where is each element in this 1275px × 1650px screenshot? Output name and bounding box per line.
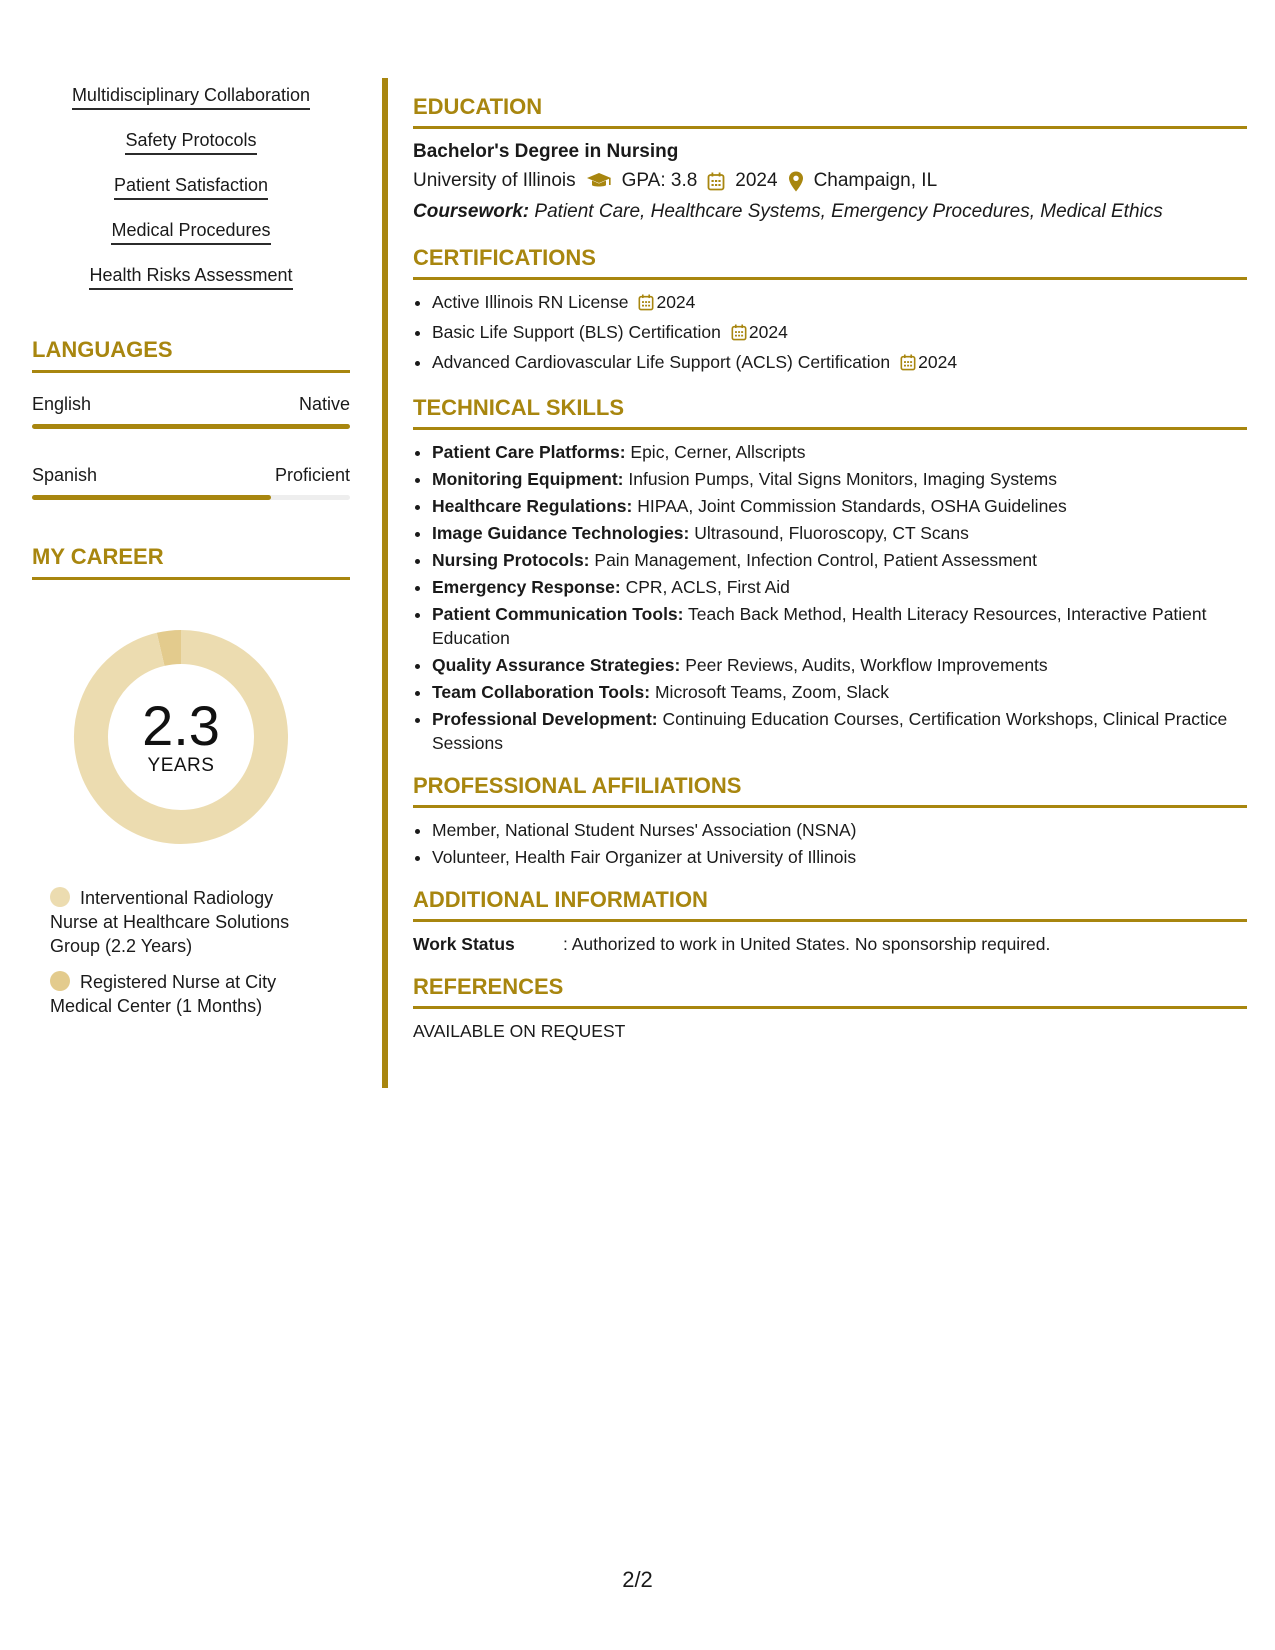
skill-category: Emergency Response: — [432, 577, 621, 597]
languages-list — [32, 393, 350, 500]
certification-year: 2024 — [656, 292, 696, 312]
language-bar-fill — [32, 424, 350, 429]
skill-category: Nursing Protocols: — [432, 550, 590, 570]
skill-values: CPR, ACLS, First Aid — [625, 577, 790, 597]
technical-skill-item — [432, 440, 1247, 464]
career-legend-item — [50, 970, 310, 1018]
certifications-heading: CERTIFICATIONS — [413, 245, 1247, 280]
career-donut — [66, 622, 296, 852]
technical-skill-item — [432, 653, 1247, 677]
work-status-label: Work Status — [413, 934, 515, 954]
skill-values: Pain Management, Infection Control, Patient Assessment — [594, 550, 1037, 570]
affiliations-list — [413, 818, 1247, 869]
certification-name: Basic Life Support (BLS) Certification — [432, 322, 721, 342]
certification-name: Advanced Cardiovascular Life Support (ACLS) Certification — [432, 352, 891, 372]
references-text: AVAILABLE ON REQUEST — [413, 1021, 626, 1041]
skill-category: Image Guidance Technologies: — [432, 523, 690, 543]
references-heading: REFERENCES — [413, 974, 1247, 1009]
certification-item — [432, 290, 1247, 317]
skill-category: Professional Development: — [432, 709, 658, 729]
certification-item — [432, 350, 1247, 377]
location-pin-icon — [788, 171, 804, 192]
language-bar-fill — [32, 495, 271, 500]
education-meta — [413, 165, 1247, 197]
additional-info-heading: ADDITIONAL INFORMATION — [413, 887, 1247, 922]
calendar-icon — [638, 293, 654, 317]
technical-skill-item — [432, 467, 1247, 491]
skill-values: Epic, Cerner, Allscripts — [630, 442, 806, 462]
calendar-icon — [731, 323, 747, 347]
technical-skills-heading: TECHNICAL SKILLS — [413, 395, 1247, 430]
page-number: 2/2 — [622, 1567, 653, 1592]
language-item — [32, 393, 350, 429]
technical-skill-item — [432, 548, 1247, 572]
skill-values: HIPAA, Joint Commission Standards, OSHA Guidelines — [637, 496, 1067, 516]
skill-tag: Multidisciplinary Collaboration — [72, 84, 310, 110]
career-legend-label: Registered Nurse at City Medical Center (1 Months) — [50, 972, 277, 1016]
certifications-section — [413, 245, 1247, 377]
education-heading: EDUCATION — [413, 94, 1247, 129]
career-total — [66, 622, 296, 852]
affiliation-item: • Member, National Student Nurses' Association (NSNA) — [432, 818, 1247, 842]
skill-category: Patient Care Platforms: — [432, 442, 626, 462]
affiliations-section — [413, 773, 1247, 869]
education-section — [413, 94, 1247, 227]
school-location: Champaign, IL — [813, 170, 938, 191]
language-level: Native — [298, 394, 350, 414]
skill-values: Continuing Education Courses, Certification Workshops, Clinical Practice Sessions — [432, 709, 1228, 753]
skill-values: Teach Back Method, Health Literacy Resources, Interactive Patient Education — [432, 604, 1207, 648]
skill-values: Ultrasound, Fluoroscopy, CT Scans — [694, 523, 969, 543]
skill-category: Healthcare Regulations: — [432, 496, 633, 516]
technical-skill-item — [432, 680, 1247, 704]
skill-category: Team Collaboration Tools: — [432, 682, 651, 702]
language-name: English — [32, 394, 92, 414]
technical-skill-item — [432, 575, 1247, 599]
skill-values: Microsoft Teams, Zoom, Slack — [654, 682, 890, 702]
legend-dot — [50, 887, 70, 907]
language-level: Proficient — [274, 465, 350, 485]
languages-heading: LANGUAGES — [32, 337, 350, 373]
language-bar — [32, 424, 350, 429]
language-name: Spanish — [32, 465, 98, 485]
career-legend — [32, 886, 310, 1018]
language-item — [32, 464, 350, 500]
work-status-value: : Authorized to work in United States. No sponsorship required. — [563, 934, 1051, 954]
work-status-row — [413, 932, 1247, 956]
technical-skill-item — [432, 707, 1247, 755]
certifications-list — [413, 290, 1247, 377]
technical-skill-item — [432, 602, 1247, 650]
right-column — [413, 94, 1247, 1061]
skill-tag: Patient Satisfaction — [114, 174, 268, 200]
skill-tags — [32, 84, 350, 309]
calendar-icon — [707, 172, 725, 191]
coursework-label: Coursework: — [413, 201, 530, 222]
gpa: GPA: 3.8 — [621, 170, 698, 191]
skill-tag: Medical Procedures — [111, 219, 270, 245]
left-column — [32, 84, 350, 1030]
technical-skill-item — [432, 494, 1247, 518]
technical-skills-list — [413, 440, 1247, 755]
career-legend-label: Interventional Radiology Nurse at Healthcare Solutions Group (2.2 Years) — [50, 888, 290, 956]
skill-category: Monitoring Equipment: — [432, 469, 624, 489]
certification-year: 2024 — [748, 322, 788, 342]
career-total-unit: YEARS — [147, 755, 215, 776]
coursework — [413, 197, 1247, 227]
graduation-year: 2024 — [735, 170, 778, 191]
column-divider — [382, 78, 388, 1088]
career-legend-item — [50, 886, 310, 958]
technical-skill-item — [432, 521, 1247, 545]
skill-values: Peer Reviews, Audits, Workflow Improvements — [685, 655, 1048, 675]
degree-title: Bachelor's Degree in Nursing — [413, 141, 679, 162]
technical-skills-section — [413, 395, 1247, 755]
calendar-icon — [900, 353, 916, 377]
skill-tag: Safety Protocols — [125, 129, 256, 155]
career-total-value: 2.3 — [142, 694, 220, 757]
skill-category: Quality Assurance Strategies: — [432, 655, 681, 675]
references-section — [413, 974, 1247, 1043]
skill-values: Infusion Pumps, Vital Signs Monitors, Imaging Systems — [628, 469, 1057, 489]
legend-dot — [50, 971, 70, 991]
language-bar — [32, 495, 350, 500]
coursework-list: Patient Care, Healthcare Systems, Emergency Procedures, Medical Ethics — [534, 201, 1163, 222]
skill-category: Patient Communication Tools: — [432, 604, 684, 624]
additional-info-section — [413, 887, 1247, 956]
career-heading: MY CAREER — [32, 544, 350, 580]
affiliation-item: • Volunteer, Health Fair Organizer at University of Illinois — [432, 845, 1247, 869]
school-name: University of Illinois — [413, 170, 576, 191]
certification-name: Active Illinois RN License — [432, 292, 629, 312]
graduation-cap-icon — [586, 172, 612, 190]
affiliations-heading: PROFESSIONAL AFFILIATIONS — [413, 773, 1247, 808]
certification-item — [432, 320, 1247, 347]
skill-tag: Health Risks Assessment — [89, 264, 292, 290]
certification-year: 2024 — [918, 352, 958, 372]
